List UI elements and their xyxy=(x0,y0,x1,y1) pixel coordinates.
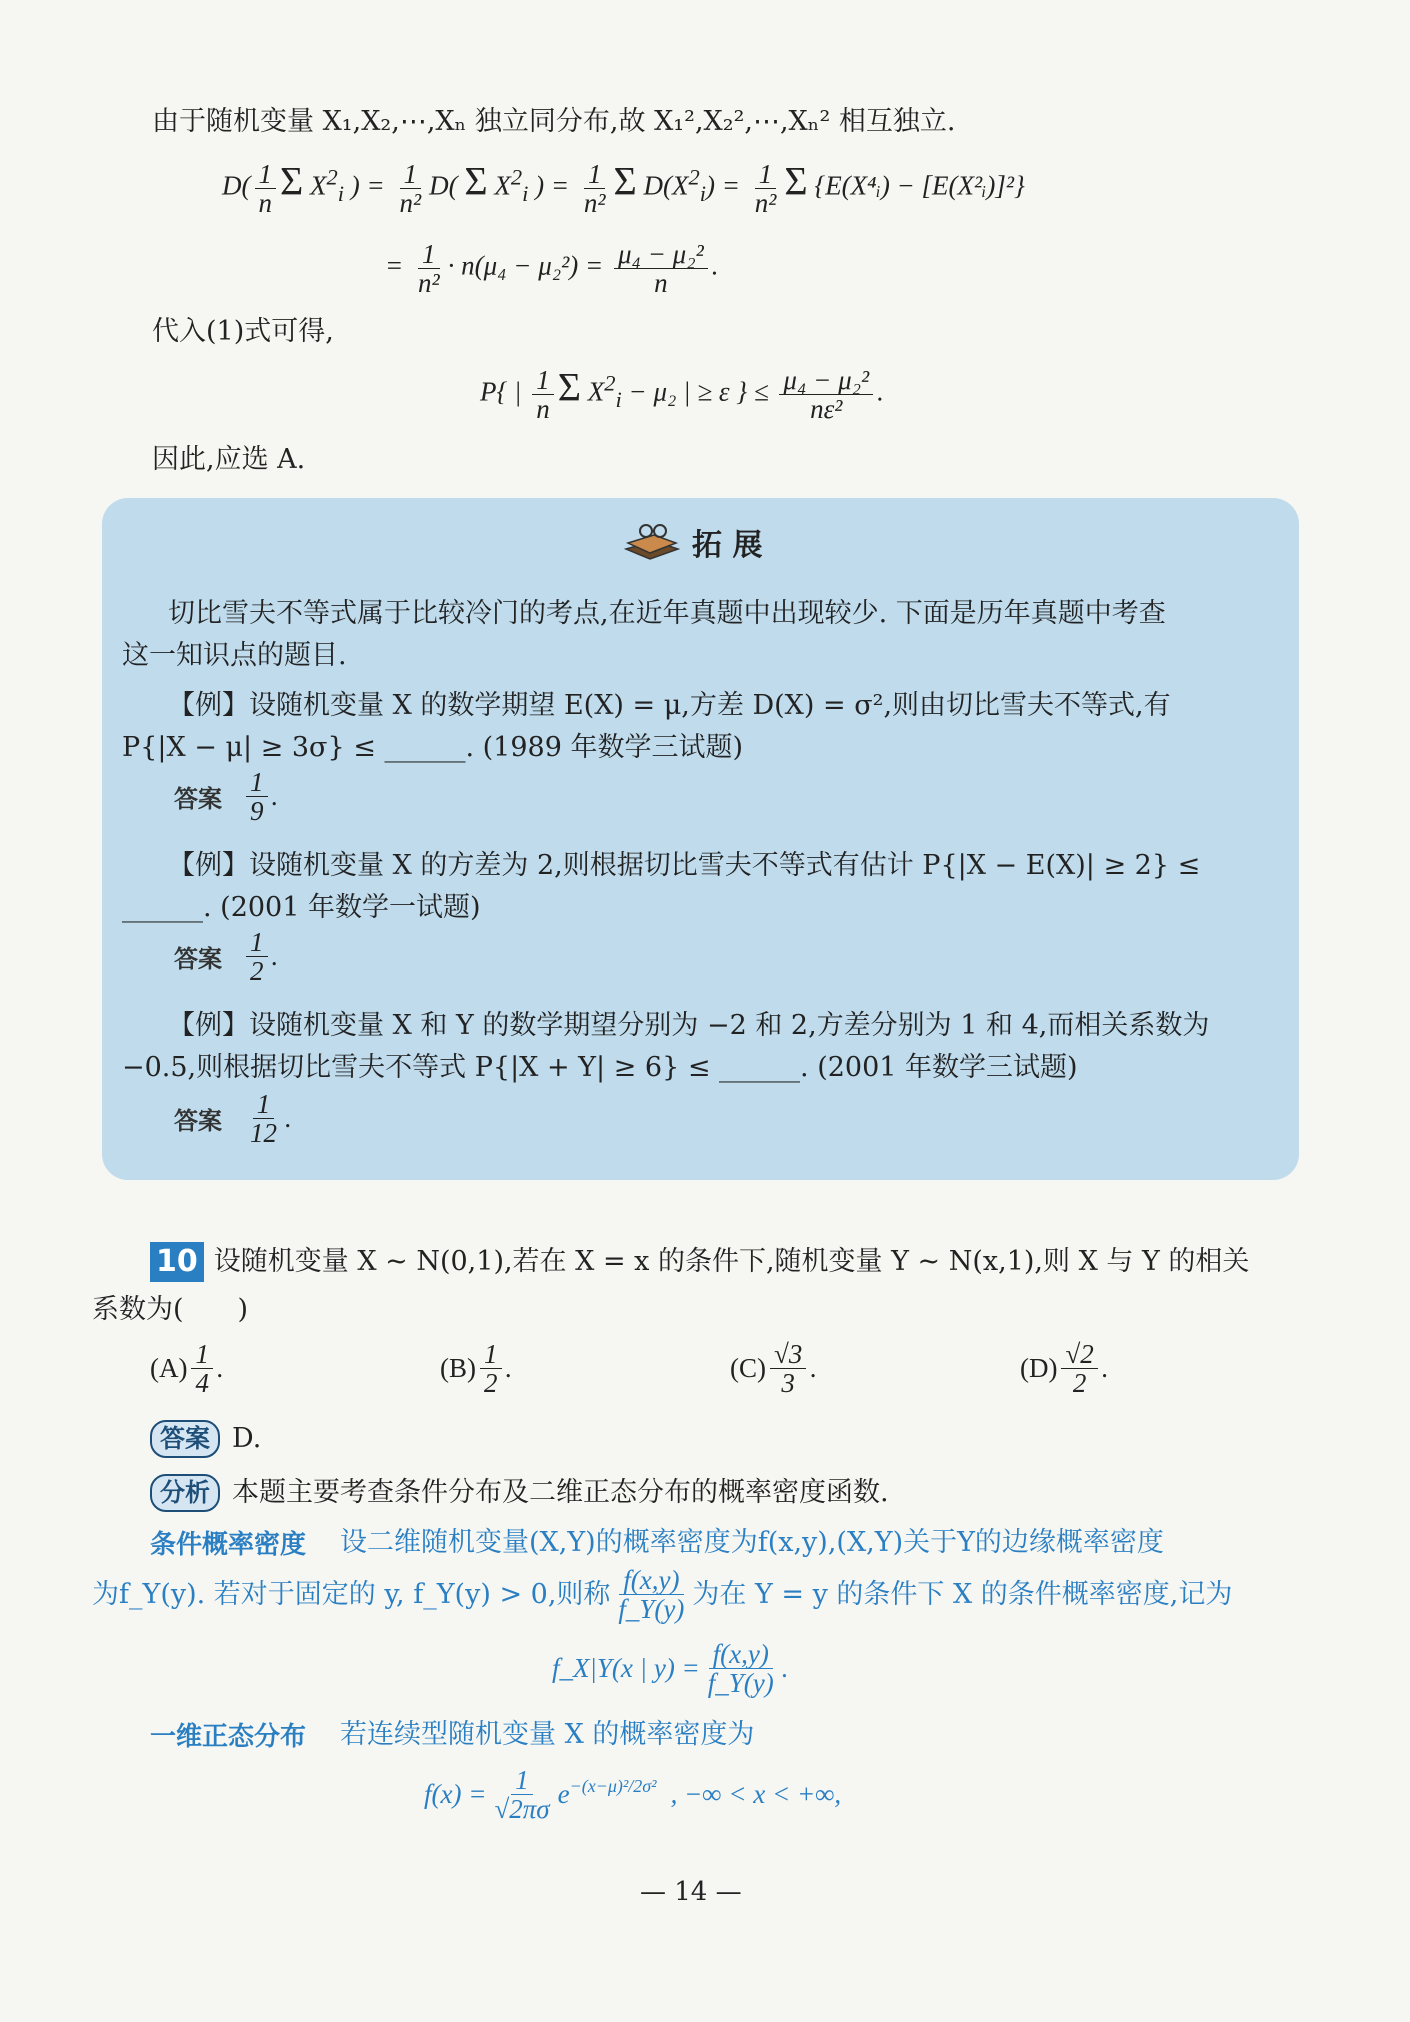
example-3-line-2: −0.5,则根据切比雪夫不等式 P{|X + Y| ≥ 6} ≤ ______. (2001 年数学三试题) xyxy=(122,1052,1078,1083)
analysis-row xyxy=(150,1474,889,1512)
example-1-answer-den: 9 xyxy=(250,796,264,826)
example-1-line-1: 【例】设随机变量 X 的数学期望 E(X) = μ,方差 D(X) = σ²,则由切比雪夫不等式,有 xyxy=(168,690,1171,721)
extension-box xyxy=(102,498,1299,1180)
cond-frac-num: f(x,y) xyxy=(619,1566,683,1595)
eq1-left: D( xyxy=(222,170,251,201)
example-2-answer-label: 答案 xyxy=(174,945,222,973)
normal-range: , −∞ < x < +∞, xyxy=(670,1779,842,1809)
extension-intro-2: 这一知识点的题目. xyxy=(122,640,347,671)
eq2-mid: · n(μ₄ − μ₂²) = xyxy=(447,250,604,281)
cond-formula-left: f_X|Y(x | y) = xyxy=(552,1653,700,1683)
option-c[interactable]: (C) $\frac{√3}{3}$ . xyxy=(730,1339,818,1398)
books-icon xyxy=(622,521,682,563)
analysis-tag: 分析 xyxy=(150,1474,220,1512)
example-2-answer-num: 1 xyxy=(246,928,268,957)
variance-equation-line2: = $\frac{1}{\text{n²}}$ · n(μ₄ − μ₂²) = $\frac{\text{μ₄ − μ₂²}}{n}$ . xyxy=(385,239,719,298)
variance-equation-line1: D( $\frac{1}{n}$ Σ $X^2_i$ ) = $\frac{1}{\text{n²}}$ D( Σ $X^2_i$ ) = $\frac{1}{\text{n²}}$ Σ $D(X^2_i)$ = $\frac{1}{\text{n²}}$ Σ {E(X⁴ᵢ) − [E(X²ᵢ)]²} xyxy=(222,158,1025,218)
cond-title: 条件概率密度 xyxy=(150,1530,307,1560)
cond-formula: f_X|Y(x | y) = $\frac{f(x,y)}{f\_Y(y)}$ . xyxy=(552,1639,789,1698)
page-number: — 14 — xyxy=(640,1877,742,1907)
eq1-right: {E(X⁴ᵢ) − [E(X²ᵢ)]²} xyxy=(814,170,1025,201)
cond-line-1 xyxy=(150,1524,1164,1561)
intro-line: 由于随机变量 X₁,X₂,⋯,Xₙ 独立同分布,故 X₁²,X₂²,⋯,Xₙ² 相互独立. xyxy=(152,106,956,137)
example-1-answer: 答案 $\frac{1}{9}$ . xyxy=(174,767,279,826)
normal-exp-base: e xyxy=(557,1779,570,1809)
example-3-line-1: 【例】设随机变量 X 和 Y 的数学期望分别为 −2 和 2,方差分别为 1 和 4,而相关系数为 xyxy=(168,1010,1210,1041)
extension-header xyxy=(622,520,762,564)
example-1-answer-label: 答案 xyxy=(174,785,222,813)
cond-line-2 xyxy=(92,1566,1232,1623)
example-2-line-2: ______. (2001 年数学一试题) xyxy=(122,892,481,923)
question-text-1: 设随机变量 X ~ N(0,1),若在 X = x 的条件下,随机变量 Y ~ N(x,1),则 X 与 Y 的相关 xyxy=(213,1246,1250,1277)
options-row xyxy=(150,1340,1150,1420)
normal-formula: f(x) = $\frac{1}{√2\pi\sigma}$ e $^{-(x-\mu)^2/2\sigma^2}$ , −∞ < x < +∞, xyxy=(424,1765,842,1824)
eq1-mid1: D( xyxy=(429,170,458,201)
cond-text-2b: 为在 Y = y 的条件下 X 的条件概率密度,记为 xyxy=(692,1578,1233,1610)
question-10-line-1 xyxy=(150,1242,1249,1282)
example-2-answer-den: 2 xyxy=(250,956,264,986)
substitute-line: 代入(1)式可得, xyxy=(152,316,334,347)
extension-intro-1: 切比雪夫不等式属于比较冷门的考点,在近年真题中出现较少. 下面是历年真题中考查 xyxy=(168,598,1166,629)
example-3-answer-num: 1 xyxy=(253,1090,275,1119)
question-number: 10 xyxy=(150,1242,204,1282)
example-1-line-2: P{|X − μ| ≥ 3σ} ≤ ______. (1989 年数学三试题) xyxy=(122,732,743,763)
question-text-2: 系数为( ) xyxy=(92,1294,249,1325)
eq1-mid3: D(X xyxy=(643,170,689,201)
normal-line xyxy=(150,1716,754,1753)
example-1-answer-num: 1 xyxy=(246,768,268,797)
example-3-answer-label: 答案 xyxy=(174,1107,222,1135)
cond-text-1: 设二维随机变量(X,Y)的概率密度为f(x,y),(X,Y)关于Y的边缘概率密度 xyxy=(340,1526,1164,1558)
extension-title: 拓 展 xyxy=(692,528,763,563)
example-3-answer-den: 12 xyxy=(250,1118,277,1148)
answer-value: D. xyxy=(232,1423,262,1454)
answer-tag: 答案 xyxy=(150,1420,220,1458)
cond-frac-den: f_Y(y) xyxy=(618,1594,685,1624)
chebyshev-result: P{ | $\frac{1}{n}$ Σ $X^2_i - \mu_2$ | ≥ ε } ≤ $\frac{\text{μ₄ − μ₂²}}{\text{nε²}}$ . xyxy=(480,364,884,424)
analysis-text: 本题主要考查条件分布及二维正态分布的概率密度函数. xyxy=(232,1477,889,1508)
therefore-line: 因此,应选 A. xyxy=(152,444,306,475)
option-d[interactable]: (D) $\frac{√2}{2}$ . xyxy=(1020,1339,1109,1398)
example-3-answer: 答案 $\frac{1}{12}$ . xyxy=(174,1089,292,1148)
cond-text-2a: 为f_Y(y). 若对于固定的 y, f_Y(y) > 0,则称 xyxy=(92,1578,611,1610)
normal-title: 一维正态分布 xyxy=(150,1722,307,1752)
normal-text: 若连续型随机变量 X 的概率密度为 xyxy=(340,1718,755,1750)
option-b[interactable]: (B) $\frac{1}{2}$ . xyxy=(440,1339,513,1398)
answer-row xyxy=(150,1420,261,1458)
example-2-line-1: 【例】设随机变量 X 的方差为 2,则根据切比雪夫不等式有估计 P{|X − E(X)| ≥ 2} ≤ xyxy=(168,850,1201,881)
option-a[interactable]: (A) $\frac{1}{4}$ . xyxy=(150,1339,224,1398)
example-2-answer: 答案 $\frac{1}{2}$ . xyxy=(174,927,279,986)
normal-formula-left: f(x) = xyxy=(424,1779,487,1809)
